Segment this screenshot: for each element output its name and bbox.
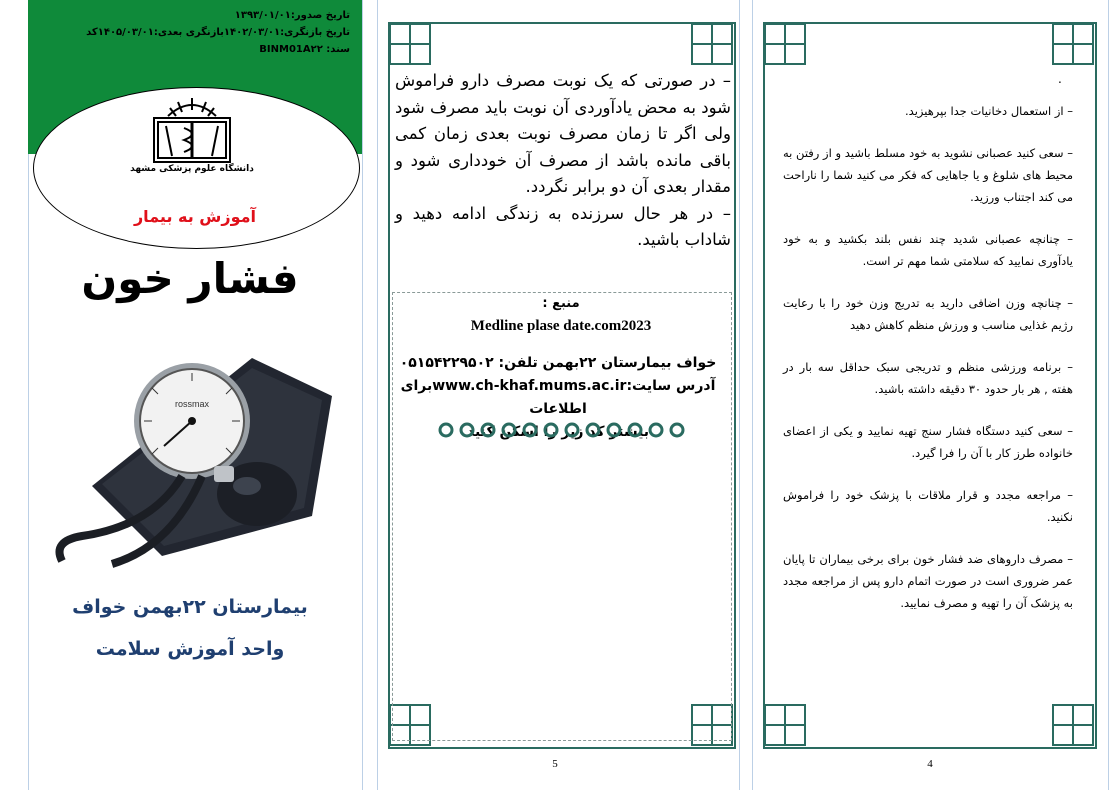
page-guide xyxy=(362,0,363,790)
list-item: – از استعمال دخانیات جدا بپرهیزید. xyxy=(905,104,1073,118)
document-code: سند: BINM01A۲۲ xyxy=(259,44,350,55)
advice-paragraph: – در هر حال سرزنده به زندگی ادامه دهید و شاداب باشید. xyxy=(395,203,731,249)
page-number: 4 xyxy=(927,758,933,770)
contact-website: آدرس سایت:www.ch-khaf.mums.ac.irبرای اطلاعات xyxy=(400,378,716,417)
advice-paragraph: – در صورتی که یک نوبت مصرف دارو فراموش شود به محض یادآوردی آن نوبت باید مصرف شود ولی اگر تا زمان مصرف نوبت بعدی زمان کمی باقی مانده باشد از مصرف آن خودداری شود و مقدار بعدی آن دو برابر نگردد. xyxy=(395,71,731,196)
decorative-circles xyxy=(438,418,698,442)
main-title: فشار خون xyxy=(81,254,299,303)
blood-pressure-monitor-image xyxy=(42,336,342,576)
page-number: 5 xyxy=(552,758,558,770)
contact-scan-note: بیشتر کد زیر را اسکن کنید xyxy=(466,424,650,440)
list-item: – مراجعه مجدد و قرار ملاقات با پزشک خود را فراموش نکنید. xyxy=(783,488,1073,524)
corner-ornament xyxy=(1051,22,1095,66)
corner-ornament xyxy=(763,703,807,747)
page-guide xyxy=(1108,0,1109,790)
corner-ornament xyxy=(763,22,807,66)
contact-phone: خواف بیمارستان ۲۲بهمن تلفن: ۰۵۱۵۴۲۲۹۵۰۲ xyxy=(399,355,717,371)
corner-ornament xyxy=(1051,703,1095,747)
page-guide xyxy=(752,0,753,790)
source-label: منبع : xyxy=(542,296,580,311)
gauge-brand: rossmax xyxy=(174,399,210,409)
list-item: – چنانچه وزن اضافی دارید به تدریج وزن خود را با رعایت رژیم غذایی مناسب و ورزش منظم کاهش دهید xyxy=(783,296,1073,332)
issue-date: تاریخ صدور:۱۳۹۳/۰۱/۰۱ xyxy=(234,10,350,21)
patient-education-title: آموزش به بیمار xyxy=(133,207,257,226)
corner-ornament xyxy=(690,22,734,66)
advice-list xyxy=(783,100,1073,634)
logo-caption: دانشگاه علوم پزشکی مشهد xyxy=(130,164,254,174)
page-guide xyxy=(377,0,378,790)
medication-advice-text xyxy=(395,68,731,254)
source-site: Medline plase date.com2023 xyxy=(470,318,652,334)
list-item: – سعی کنید دستگاه فشار سنج تهیه نمایید و یکی از اعضای خانواده طرز کار با آن را فرا گیرد. xyxy=(783,424,1073,460)
list-item: – سعی کنید عصبانی نشوید به خود مسلط باشید و از رفتن به محیط های شلوغ و یا جاهایی که فکر می کنید شما را ناراحت می کند اجتناب ورزید. xyxy=(783,146,1073,204)
hospital-name: بیمارستان ۲۲بهمن خواف xyxy=(72,596,308,618)
corner-ornament xyxy=(388,22,432,66)
page-guide xyxy=(739,0,740,790)
list-item: – برنامه ورزشی منظم و تدریجی سبک حداقل سه بار در هفته , هر بار حدود ۳۰ دقیقه داشته باشید. xyxy=(783,360,1073,396)
list-item: – چنانچه عصبانی شدید چند نفس بلند بکشید و به خود یادآوری نمایید که سلامتی شما مهم تر است. xyxy=(783,232,1073,268)
review-date: تاریخ بازنگری:۱۴۰۲/۰۳/۰۱بازنگری بعدی:۱۴۰۵/۰۳/۰۱کد xyxy=(86,27,350,38)
stray-dot: . xyxy=(1058,72,1062,86)
unit-name: واحد آموزش سلامت xyxy=(95,638,285,660)
list-item: – مصرف داروهای ضد فشار خون برای برخی بیماران تا پایان عمر ضروری است در صورت اتمام دارو پس از مراجعه مجدد به پزشک آن را تهیه و مصرف نمایید. xyxy=(783,552,1073,610)
